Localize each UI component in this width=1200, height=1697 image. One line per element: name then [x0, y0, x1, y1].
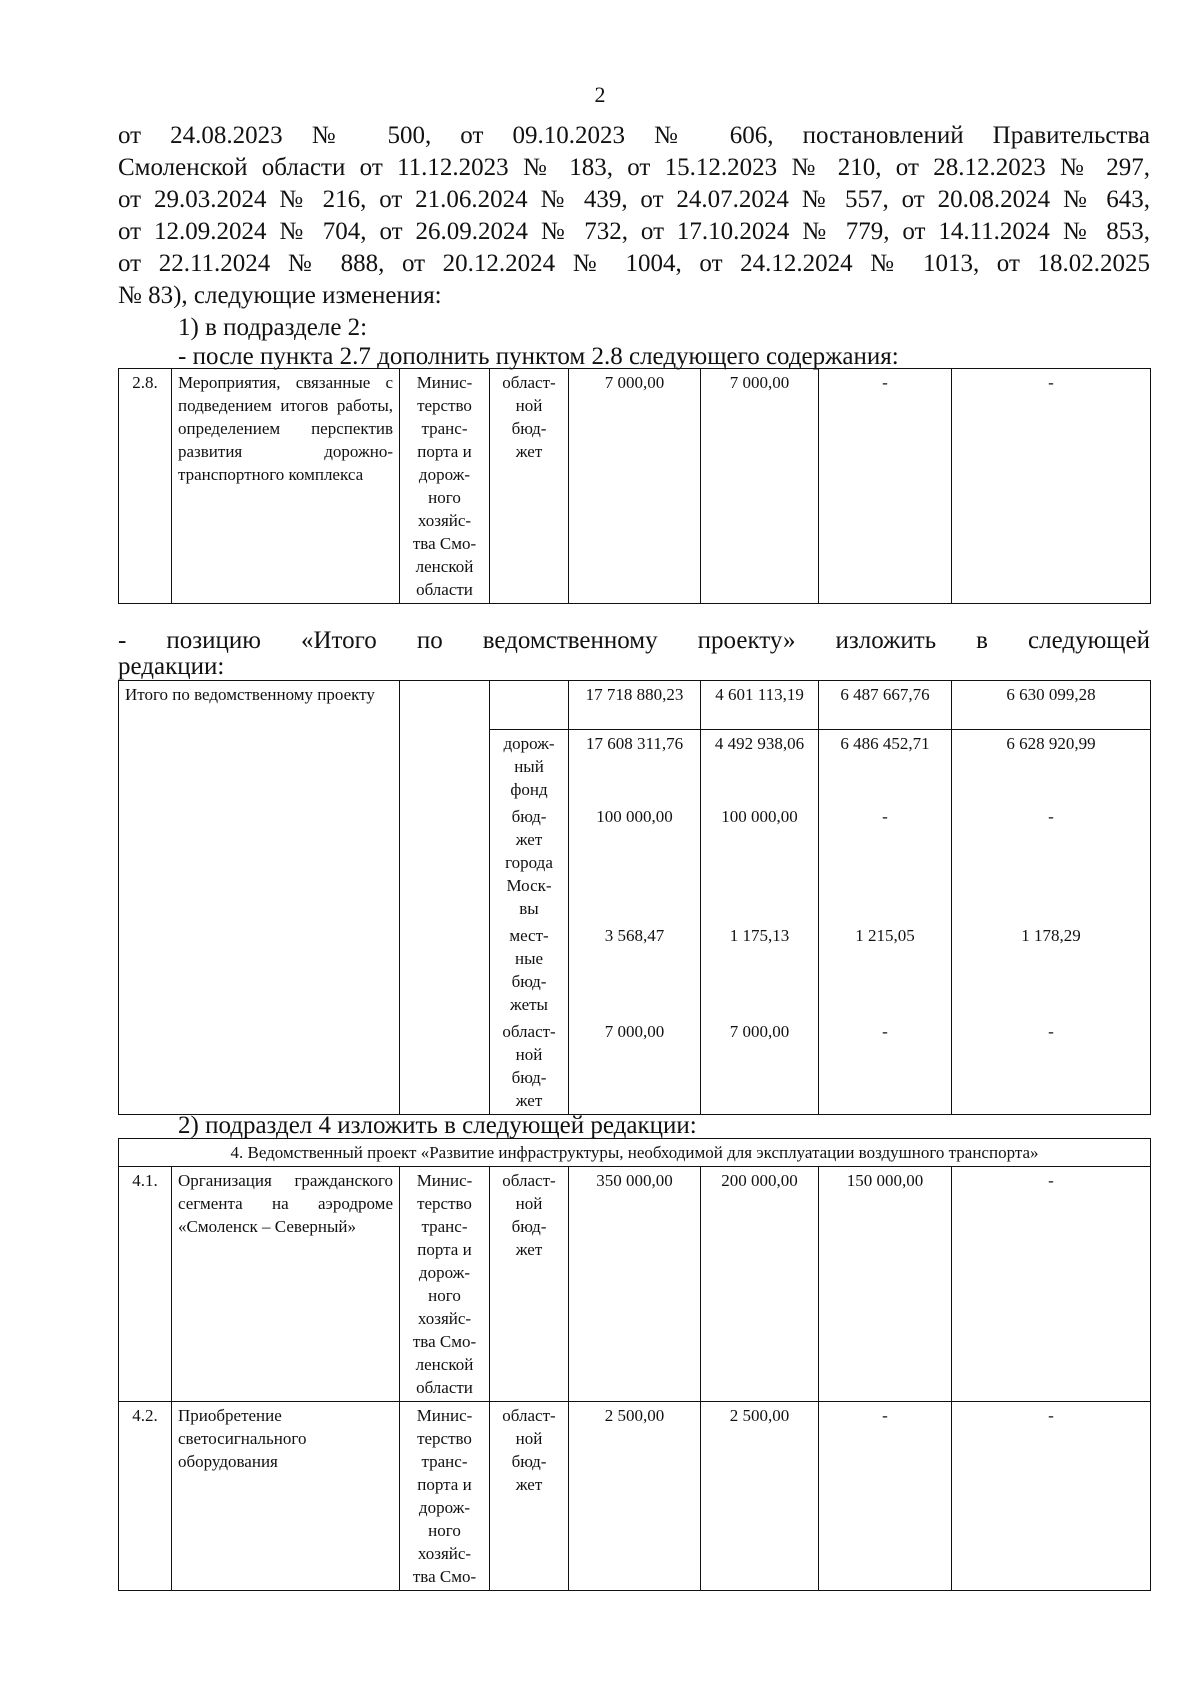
row-description: Мероприятия, связанные с подведением итогов работы, определением перспектив развития дорожно-транспортного комплекса — [172, 369, 400, 604]
total-value: 6 487 667,76 — [819, 681, 952, 730]
row-source: област- ной бюд- жет — [490, 1167, 569, 1402]
row-value: 4 492 938,06 — [701, 730, 819, 804]
table-row — [119, 1402, 1151, 1591]
row-value: - — [819, 803, 952, 922]
row-source: бюд- жет города Моск- вы — [490, 803, 569, 922]
row-value: 7 000,00 — [569, 369, 701, 604]
row-value: - — [952, 1018, 1151, 1115]
row-value: 100 000,00 — [569, 803, 701, 922]
total-label: Итого по ведомственному проекту — [119, 681, 400, 1115]
row-value: 2 500,00 — [569, 1402, 701, 1591]
row-value: 200 000,00 — [701, 1167, 819, 1402]
table-row — [119, 681, 1151, 730]
row-value: - — [819, 369, 952, 604]
row-executor: Минис- терство транс- порта и дорож- ного хозяйс- тва Смо- ленской области — [400, 1167, 490, 1402]
intro-line: от 29.03.2024 № 216, от 21.06.2024 № 439, от 24.07.2024 № 557, от 20.08.2024 № 643, — [118, 186, 1150, 213]
item1-sub2-line: редакции: — [118, 653, 225, 680]
row-executor: Минис- терство транс- порта и дорож- ного хозяйс- тва Смо- — [400, 1402, 490, 1591]
total-value: 17 718 880,23 — [569, 681, 701, 730]
row-value: 1 178,29 — [952, 922, 1151, 1018]
row-value: 1 175,13 — [701, 922, 819, 1018]
row-value: 100 000,00 — [701, 803, 819, 922]
row-value: - — [952, 1402, 1151, 1591]
row-executor: Минис- терство транс- порта и дорож- ного хозяйс- тва Смо- ленской области — [400, 369, 490, 604]
row-value: 7 000,00 — [701, 1018, 819, 1115]
row-value: 3 568,47 — [569, 922, 701, 1018]
row-source: област- ной бюд- жет — [490, 369, 569, 604]
row-value: - — [952, 369, 1151, 604]
section-header: 4. Ведомственный проект «Развитие инфраструктуры, необходимой для эксплуатации воздушного транспорта» — [119, 1139, 1151, 1167]
table-total — [118, 680, 1151, 1115]
item1-sub2-line: - позицию «Итого по ведомственному проекту» изложить в следующей — [118, 627, 1150, 654]
page-number: 2 — [594, 82, 606, 107]
total-value: 4 601 113,19 — [701, 681, 819, 730]
total-executor — [400, 681, 490, 1115]
table-header-row — [119, 1139, 1151, 1167]
total-value: 6 630 099,28 — [952, 681, 1151, 730]
item1-heading: 1) в подразделе 2: — [178, 314, 368, 341]
table-row — [119, 1167, 1151, 1402]
row-description: Приобретение светосигнального оборудования — [172, 1402, 400, 1591]
row-value: - — [952, 1167, 1151, 1402]
intro-line: от 22.11.2024 № 888, от 20.12.2024 № 1004, от 24.12.2024 № 1013, от 18.02.2025 — [118, 250, 1150, 277]
intro-line: от 24.08.2023 № 500, от 09.10.2023 № 606, постановлений Правительства — [118, 122, 1150, 149]
total-source — [490, 681, 569, 730]
item2-heading: 2) подраздел 4 изложить в следующей редакции: — [178, 1112, 697, 1139]
row-number: 2.8. — [119, 369, 172, 604]
intro-line: от 12.09.2024 № 704, от 26.09.2024 № 732, от 17.10.2024 № 779, от 14.11.2024 № 853, — [118, 218, 1150, 245]
row-value: - — [819, 1018, 952, 1115]
row-number: 4.1. — [119, 1167, 172, 1402]
row-number: 4.2. — [119, 1402, 172, 1591]
row-source: област- ной бюд- жет — [490, 1018, 569, 1115]
table-row — [119, 369, 1151, 604]
row-source: дорож- ный фонд — [490, 730, 569, 804]
row-value: 6 628 920,99 — [952, 730, 1151, 804]
row-value: - — [819, 1402, 952, 1591]
table-section-4 — [118, 1138, 1151, 1591]
row-source: област- ной бюд- жет — [490, 1402, 569, 1591]
row-value: 150 000,00 — [819, 1167, 952, 1402]
row-value: 6 486 452,71 — [819, 730, 952, 804]
row-value: 2 500,00 — [701, 1402, 819, 1591]
row-value: 7 000,00 — [701, 369, 819, 604]
intro-line: Смоленской области от 11.12.2023 № 183, от 15.12.2023 № 210, от 28.12.2023 № 297, — [118, 154, 1150, 181]
table-item-2-8 — [118, 368, 1151, 604]
row-value: 350 000,00 — [569, 1167, 701, 1402]
row-value: 1 215,05 — [819, 922, 952, 1018]
intro-line: № 83), следующие изменения: — [118, 282, 442, 309]
row-source: мест- ные бюд- жеты — [490, 922, 569, 1018]
row-value: 7 000,00 — [569, 1018, 701, 1115]
row-description: Организация гражданского сегмента на аэродроме «Смоленск – Северный» — [172, 1167, 400, 1402]
intro-paragraph — [118, 120, 1150, 312]
item1-subheading: - после пункта 2.7 дополнить пунктом 2.8 следующего содержания: — [178, 343, 899, 370]
row-value: - — [952, 803, 1151, 922]
row-value: 17 608 311,76 — [569, 730, 701, 804]
